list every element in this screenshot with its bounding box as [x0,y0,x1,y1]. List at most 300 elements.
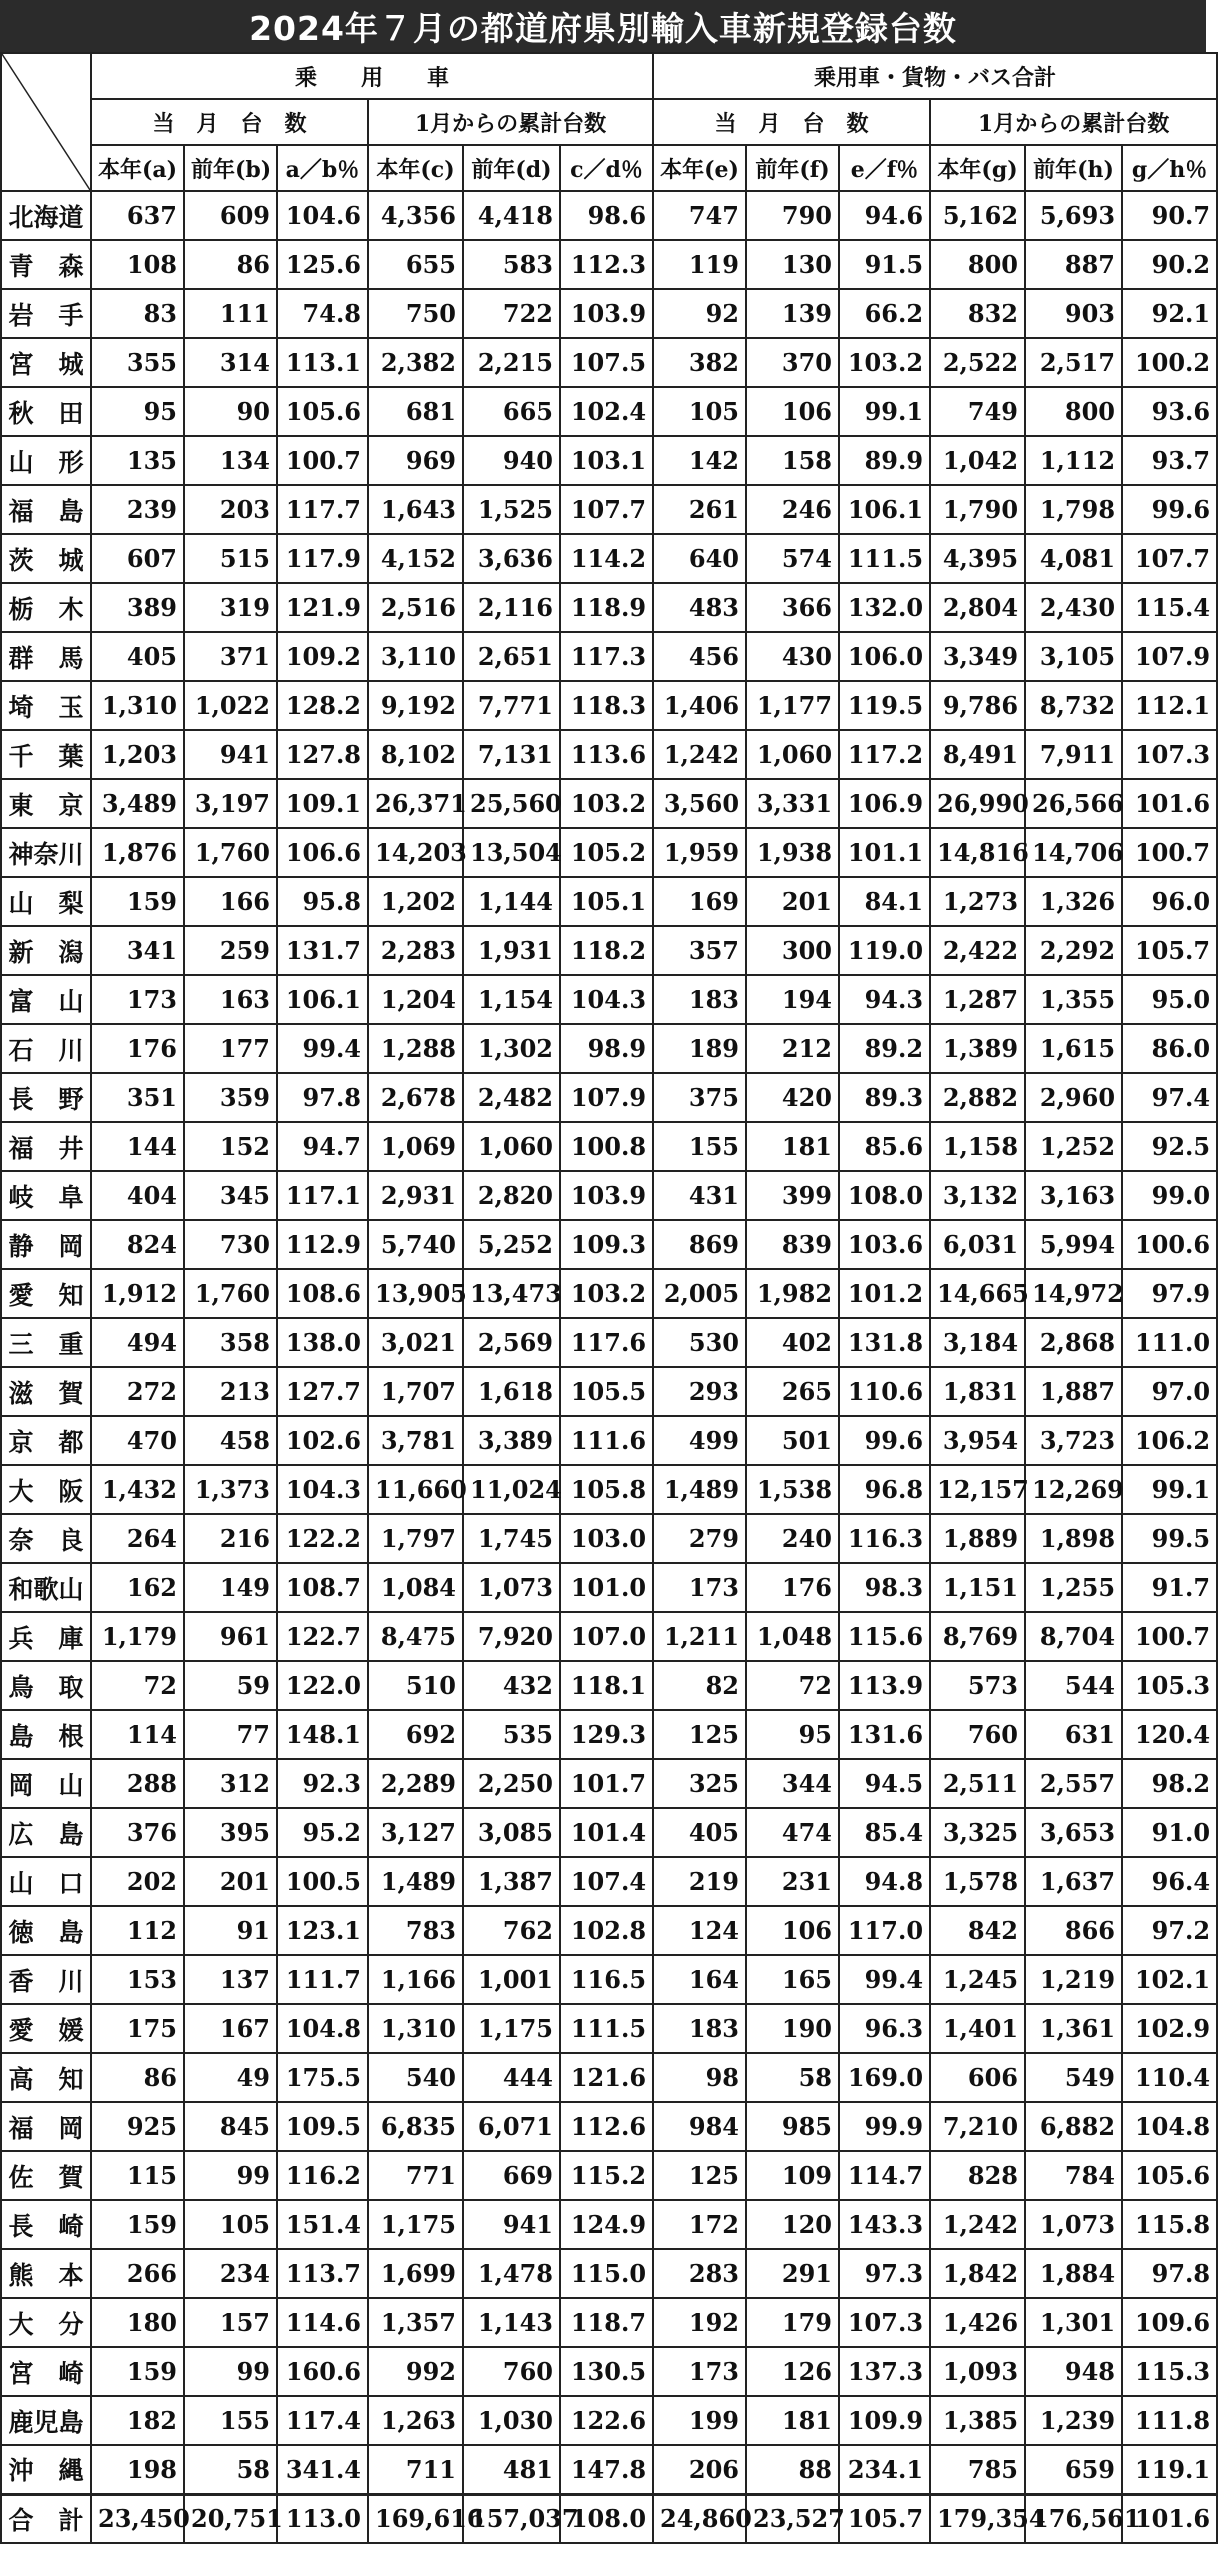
table-row [1,1857,1217,1906]
table-cell: 91.5 [839,240,930,289]
table-cell: 100.6 [1122,1220,1217,1269]
table-cell: 216 [184,1514,277,1563]
table-row [1,485,1217,534]
table-cell: 59 [184,1661,277,1710]
table-cell: 99.0 [1122,1171,1217,1220]
table-cell: 179,354 [930,2494,1025,2543]
table-cell: 2,517 [1025,338,1122,387]
prefecture-name: 新 潟 [1,926,91,975]
table-cell: 123.1 [277,1906,368,1955]
table-cell: 23,527 [746,2494,839,2543]
table-cell: 681 [368,387,463,436]
table-cell: 66.2 [839,289,930,338]
table-cell: 194 [746,975,839,1024]
table-cell: 420 [746,1073,839,1122]
table-row [1,2200,1217,2249]
table-cell: 1,538 [746,1465,839,1514]
table-row [1,2249,1217,2298]
table-cell: 183 [653,975,746,1024]
prefecture-name: 岡 山 [1,1759,91,1808]
table-cell: 1,798 [1025,485,1122,534]
table-cell: 91.7 [1122,1563,1217,1612]
table-cell: 2,882 [930,1073,1025,1122]
table-cell: 201 [184,1857,277,1906]
table-cell: 1,707 [368,1367,463,1416]
table-row [1,1416,1217,1465]
table-cell: 265 [746,1367,839,1416]
table-cell: 99.4 [277,1024,368,1073]
table-cell: 1,245 [930,1955,1025,2004]
table-cell: 13,473 [463,1269,560,1318]
table-cell: 101.6 [1122,2494,1217,2543]
table-cell: 2,678 [368,1073,463,1122]
table-cell: 111.7 [277,1955,368,2004]
table-cell: 25,560 [463,779,560,828]
table-cell: 93.7 [1122,436,1217,485]
table-cell: 3,489 [91,779,184,828]
table-cell: 458 [184,1416,277,1465]
table-cell: 100.7 [1122,828,1217,877]
table-cell: 100.2 [1122,338,1217,387]
table-cell: 111.0 [1122,1318,1217,1367]
table-cell: 1,239 [1025,2396,1122,2445]
table-cell: 800 [1025,387,1122,436]
col-header: c／d％ [560,145,653,191]
table-cell: 3,325 [930,1808,1025,1857]
table-cell: 181 [746,1122,839,1171]
table-cell: 2,804 [930,583,1025,632]
table-cell: 155 [184,2396,277,2445]
table-cell: 100.7 [1122,1612,1217,1661]
header-group-all: 乗用車・貨物・バス合計 [653,53,1217,99]
table-cell: 98 [653,2053,746,2102]
table-cell: 961 [184,1612,277,1661]
table-cell: 159 [91,877,184,926]
prefecture-name: 愛 知 [1,1269,91,1318]
table-row [1,681,1217,730]
table-cell: 151.4 [277,2200,368,2249]
table-cell: 125 [653,2151,746,2200]
table-cell: 1,525 [463,485,560,534]
table-cell: 3,349 [930,632,1025,681]
table-cell: 117.4 [277,2396,368,2445]
table-cell: 108 [91,240,184,289]
table-cell: 116.2 [277,2151,368,2200]
table-row [1,191,1217,240]
table-cell: 583 [463,240,560,289]
table-cell: 1,912 [91,1269,184,1318]
table-row [1,632,1217,681]
table-cell: 800 [930,240,1025,289]
table-cell: 99.1 [839,387,930,436]
table-cell: 127.8 [277,730,368,779]
table-cell: 2,422 [930,926,1025,975]
table-row [1,1906,1217,1955]
prefecture-name: 佐 賀 [1,2151,91,2200]
table-cell: 1,959 [653,828,746,877]
table-cell: 94.6 [839,191,930,240]
table-cell: 430 [746,632,839,681]
table-cell: 198 [91,2445,184,2494]
table-cell: 95.8 [277,877,368,926]
table-cell: 866 [1025,1906,1122,1955]
table-cell: 219 [653,1857,746,1906]
table-cell: 2,511 [930,1759,1025,1808]
table-cell: 107.5 [560,338,653,387]
table-cell: 607 [91,534,184,583]
table-cell: 26,566 [1025,779,1122,828]
prefecture-name: 富 山 [1,975,91,1024]
table-cell: 72 [91,1661,184,1710]
table-cell: 169 [653,877,746,926]
table-cell: 395 [184,1808,277,1857]
table-cell: 785 [930,2445,1025,2494]
table-cell: 118.1 [560,1661,653,1710]
table-cell: 1,982 [746,1269,839,1318]
table-cell: 1,387 [463,1857,560,1906]
table-cell: 95 [746,1710,839,1759]
table-cell: 261 [653,485,746,534]
table-cell: 91.0 [1122,1808,1217,1857]
table-cell: 116.5 [560,1955,653,2004]
table-cell: 157,037 [463,2494,560,2543]
table-cell: 105.5 [560,1367,653,1416]
table-cell: 3,636 [463,534,560,583]
table-cell: 6,835 [368,2102,463,2151]
table-cell: 74.8 [277,289,368,338]
table-cell: 431 [653,1171,746,1220]
table-cell: 606 [930,2053,1025,2102]
table-cell: 749 [930,387,1025,436]
prefecture-name: 兵 庫 [1,1612,91,1661]
table-cell: 3,331 [746,779,839,828]
table-cell: 117.7 [277,485,368,534]
table-cell: 105.1 [560,877,653,926]
table-cell: 887 [1025,240,1122,289]
table-cell: 1,389 [930,1024,1025,1073]
table-cell: 88 [746,2445,839,2494]
table-cell: 95 [91,387,184,436]
table-cell: 1,202 [368,877,463,926]
table-cell: 134 [184,436,277,485]
col-header: 本年(a) [91,145,184,191]
table-cell: 103.0 [560,1514,653,1563]
table-cell: 95.2 [277,1808,368,1857]
table-cell: 1,060 [746,730,839,779]
table-cell: 169,616 [368,2494,463,2543]
table-cell: 8,704 [1025,1612,1122,1661]
col-header: 本年(e) [653,145,746,191]
table-cell: 992 [368,2347,463,2396]
table-cell: 86 [91,2053,184,2102]
table-cell: 631 [1025,1710,1122,1759]
table-cell: 181 [746,2396,839,2445]
table-row [1,1465,1217,1514]
table-cell: 1,887 [1025,1367,1122,1416]
table-cell: 2,005 [653,1269,746,1318]
table-cell: 1,426 [930,2298,1025,2347]
table-cell: 432 [463,1661,560,1710]
table-cell: 105.7 [839,2494,930,2543]
table-cell: 108.7 [277,1563,368,1612]
table-cell: 103.9 [560,289,653,338]
prefecture-name: 福 島 [1,485,91,534]
table-cell: 103.2 [560,1269,653,1318]
table-cell: 147.8 [560,2445,653,2494]
header-cum-all: 1月からの累計台数 [930,99,1217,145]
table-cell: 8,732 [1025,681,1122,730]
table-cell: 544 [1025,1661,1122,1710]
table-cell: 106.2 [1122,1416,1217,1465]
table-cell: 107.9 [1122,632,1217,681]
table-cell: 157 [184,2298,277,2347]
table-cell: 314 [184,338,277,387]
table-cell: 109.1 [277,779,368,828]
table-row [1,828,1217,877]
col-header: a／b％ [277,145,368,191]
table-cell: 122.2 [277,1514,368,1563]
table-cell: 750 [368,289,463,338]
table-cell: 404 [91,1171,184,1220]
table-cell: 3,085 [463,1808,560,1857]
prefecture-name: 長 崎 [1,2200,91,2249]
table-cell: 102.1 [1122,1955,1217,2004]
table-cell: 117.0 [839,1906,930,1955]
table-cell: 259 [184,926,277,975]
table-cell: 515 [184,534,277,583]
prefecture-name: 鳥 取 [1,1661,91,1710]
table-cell: 1,898 [1025,1514,1122,1563]
prefecture-name: 奈 良 [1,1514,91,1563]
table-cell: 5,740 [368,1220,463,1269]
table-row [1,583,1217,632]
table-cell: 201 [746,877,839,926]
table-cell: 376 [91,1808,184,1857]
table-cell: 1,022 [184,681,277,730]
table-cell: 574 [746,534,839,583]
table-cell: 99.9 [839,2102,930,2151]
table-cell: 132.0 [839,583,930,632]
table-cell: 128.2 [277,681,368,730]
table-cell: 399 [746,1171,839,1220]
table-cell: 169.0 [839,2053,930,2102]
table-cell: 113.0 [277,2494,368,2543]
table-cell: 96.8 [839,1465,930,1514]
table-cell: 1,578 [930,1857,1025,1906]
table-cell: 103.2 [560,779,653,828]
table-cell: 135 [91,436,184,485]
header-month-all: 当 月 台 数 [653,99,930,145]
table-cell: 1,151 [930,1563,1025,1612]
table-cell: 85.6 [839,1122,930,1171]
table-cell: 89.2 [839,1024,930,1073]
table-cell: 98.3 [839,1563,930,1612]
table-cell: 103.1 [560,436,653,485]
table-cell: 1,288 [368,1024,463,1073]
table-cell: 7,911 [1025,730,1122,779]
table-cell: 494 [91,1318,184,1367]
table-cell: 86 [184,240,277,289]
table-cell: 117.3 [560,632,653,681]
table-cell: 107.0 [560,1612,653,1661]
table-cell: 1,273 [930,877,1025,926]
table-cell: 5,994 [1025,1220,1122,1269]
table-cell: 1,760 [184,828,277,877]
table-cell: 98.2 [1122,1759,1217,1808]
table-cell: 3,132 [930,1171,1025,1220]
table-cell: 609 [184,191,277,240]
table-cell: 11,024 [463,1465,560,1514]
table-cell: 2,931 [368,1171,463,1220]
table-cell: 985 [746,2102,839,2151]
col-header: 前年(f) [746,145,839,191]
table-cell: 2,116 [463,583,560,632]
prefecture-name: 山 梨 [1,877,91,926]
table-cell: 113.6 [560,730,653,779]
table-cell: 357 [653,926,746,975]
table-cell: 86.0 [1122,1024,1217,1073]
table-row [1,1710,1217,1759]
table-cell: 1,355 [1025,975,1122,1024]
table-cell: 111.8 [1122,2396,1217,2445]
table-cell: 121.9 [277,583,368,632]
table-cell: 2,250 [463,1759,560,1808]
table-cell: 98.6 [560,191,653,240]
table-cell: 119.0 [839,926,930,975]
table-row [1,289,1217,338]
prefecture-name: 宮 城 [1,338,91,387]
table-cell: 117.2 [839,730,930,779]
prefecture-name: 群 馬 [1,632,91,681]
table-cell: 126 [746,2347,839,2396]
table-cell: 264 [91,1514,184,1563]
prefecture-name: 広 島 [1,1808,91,1857]
table-cell: 175.5 [277,2053,368,2102]
table-cell: 105.3 [1122,1661,1217,1710]
table-row [1,387,1217,436]
table-cell: 13,905 [368,1269,463,1318]
total-row [1,2494,1217,2543]
table-cell: 510 [368,1661,463,1710]
table-cell: 1,048 [746,1612,839,1661]
table-cell: 119.5 [839,681,930,730]
table-row [1,1955,1217,2004]
table-cell: 1,179 [91,1612,184,1661]
table-cell: 941 [184,730,277,779]
table-cell: 6,071 [463,2102,560,2151]
table-cell: 98.9 [560,1024,653,1073]
table-cell: 1,001 [463,1955,560,2004]
prefecture-name: 東 京 [1,779,91,828]
table-row [1,730,1217,779]
table-cell: 96.0 [1122,877,1217,926]
prefecture-name: 千 葉 [1,730,91,779]
table-cell: 160.6 [277,2347,368,2396]
table-cell: 163 [184,975,277,1024]
table-row [1,2445,1217,2494]
table-cell: 7,920 [463,1612,560,1661]
table-cell: 89.3 [839,1073,930,1122]
table-cell: 112.3 [560,240,653,289]
table-cell: 341 [91,926,184,975]
header-group-passenger: 乗 用 車 [91,53,653,99]
header-month-passenger: 当 月 台 数 [91,99,368,145]
table-cell: 7,131 [463,730,560,779]
table-cell: 1,287 [930,975,1025,1024]
table-cell: 104.8 [1122,2102,1217,2151]
table-cell: 125.6 [277,240,368,289]
table-cell: 300 [746,926,839,975]
table-cell: 312 [184,1759,277,1808]
table-cell: 1,301 [1025,2298,1122,2347]
table-cell: 107.7 [560,485,653,534]
table-cell: 120 [746,2200,839,2249]
prefecture-name: 大 分 [1,2298,91,2347]
table-cell: 20,751 [184,2494,277,2543]
table-cell: 105.6 [277,387,368,436]
table-cell: 1,797 [368,1514,463,1563]
table-cell: 115.8 [1122,2200,1217,2249]
table-cell: 351 [91,1073,184,1122]
prefecture-name: 長 野 [1,1073,91,1122]
table-row [1,338,1217,387]
table-cell: 100.8 [560,1122,653,1171]
prefecture-name: 福 岡 [1,2102,91,2151]
table-row [1,1514,1217,1563]
table-row [1,1563,1217,1612]
table-cell: 97.0 [1122,1367,1217,1416]
table-cell: 405 [653,1808,746,1857]
table-cell: 116.3 [839,1514,930,1563]
table-cell: 131.8 [839,1318,930,1367]
table-cell: 2,557 [1025,1759,1122,1808]
table-cell: 142 [653,436,746,485]
table-cell: 9,192 [368,681,463,730]
table-cell: 113.1 [277,338,368,387]
table-cell: 771 [368,2151,463,2200]
prefecture-name: 静 岡 [1,1220,91,1269]
table-cell: 111.5 [839,534,930,583]
table-cell: 730 [184,1220,277,1269]
table-cell: 984 [653,2102,746,2151]
table-cell: 99.1 [1122,1465,1217,1514]
table-cell: 97.2 [1122,1906,1217,1955]
table-cell: 107.7 [1122,534,1217,583]
table-cell: 148.1 [277,1710,368,1759]
table-cell: 106.1 [839,485,930,534]
table-cell: 108.6 [277,1269,368,1318]
table-cell: 175 [91,2004,184,2053]
table-cell: 1,489 [653,1465,746,1514]
table-cell: 402 [746,1318,839,1367]
table-cell: 655 [368,240,463,289]
table-cell: 99 [184,2347,277,2396]
table-cell: 117.6 [560,1318,653,1367]
table-cell: 659 [1025,2445,1122,2494]
table-cell: 120.4 [1122,1710,1217,1759]
table-cell: 109.2 [277,632,368,681]
table-cell: 192 [653,2298,746,2347]
table-cell: 370 [746,338,839,387]
table-cell: 77 [184,1710,277,1759]
table-cell: 1,112 [1025,436,1122,485]
table-cell: 6,031 [930,1220,1025,1269]
prefecture-name: 山 形 [1,436,91,485]
table-row [1,877,1217,926]
table-cell: 122.7 [277,1612,368,1661]
table-cell: 389 [91,583,184,632]
table-cell: 2,292 [1025,926,1122,975]
